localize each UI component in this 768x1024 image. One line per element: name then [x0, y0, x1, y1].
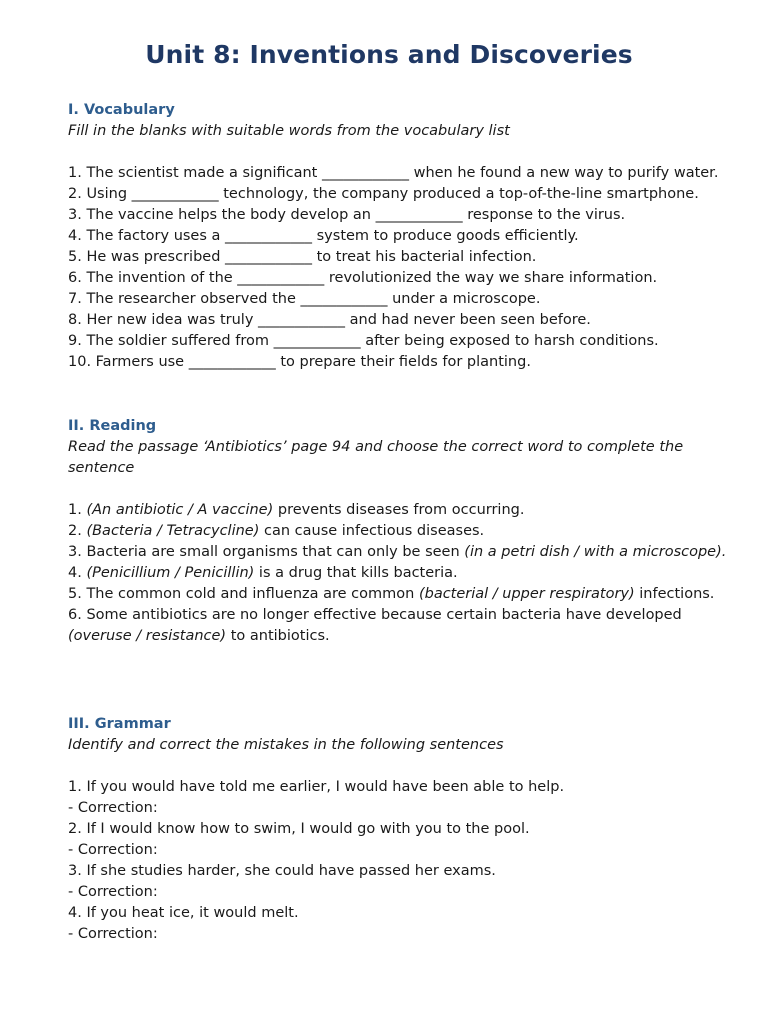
list-item: 5. The common cold and influenza are common (bacterial / upper respiratory) infections. — [68, 586, 715, 602]
list-item: 2. (Bacteria / Tetracycline) can cause infectious diseases. — [68, 523, 485, 539]
list-item: 10. Farmers use ____________ to prepare their fields for planting. — [68, 354, 531, 370]
list-item: 1. If you would have told me earlier, I would have been able to help. — [68, 779, 565, 795]
list-item: 4. (Penicillium / Penicillin) is a drug that kills bacteria. — [68, 565, 458, 581]
reading-section — [68, 416, 728, 647]
list-item: 4. The factory uses a ____________ system to produce goods efficiently. — [68, 228, 579, 244]
vocabulary-instruction: Fill in the blanks with suitable words from the vocabulary list — [68, 123, 510, 139]
reading-instruction: Read the passage ‘Antibiotics’ page 94 and choose the correct word to complete the sentence — [68, 439, 684, 476]
list-item: 3. The vaccine helps the body develop an ____________ response to the virus. — [68, 207, 626, 223]
correction-line: - Correction: — [68, 884, 158, 900]
list-item: 5. He was prescribed ____________ to treat his bacterial infection. — [68, 249, 537, 265]
list-item: 1. (An antibiotic / A vaccine) prevents diseases from occurring. — [68, 502, 525, 518]
grammar-list — [68, 777, 728, 945]
list-item: 6. Some antibiotics are no longer effective because certain bacteria have developed (overuse / resistance) to antibiotics. — [68, 607, 682, 644]
list-item: 8. Her new idea was truly ____________ and had never been seen before. — [68, 312, 591, 328]
reading-list — [68, 500, 728, 647]
grammar-heading: III. Grammar — [68, 716, 171, 732]
vocabulary-section — [68, 100, 728, 373]
list-item: 1. The scientist made a significant ____________ when he found a new way to purify water. — [68, 165, 719, 181]
reading-heading: II. Reading — [68, 418, 157, 434]
list-item: 3. Bacteria are small organisms that can only be seen (in a petri dish / with a microscope). — [68, 544, 727, 560]
vocabulary-list — [68, 163, 728, 373]
list-item: 9. The soldier suffered from ____________ after being exposed to harsh conditions. — [68, 333, 659, 349]
vocabulary-heading: I. Vocabulary — [68, 102, 175, 118]
grammar-section — [68, 714, 728, 945]
correction-line: - Correction: — [68, 926, 158, 942]
list-item: 2. Using ____________ technology, the company produced a top-of-the-line smartphone. — [68, 186, 699, 202]
list-item: 7. The researcher observed the ____________ under a microscope. — [68, 291, 541, 307]
list-item: 4. If you heat ice, it would melt. — [68, 905, 299, 921]
list-item: 3. If she studies harder, she could have passed her exams. — [68, 863, 496, 879]
correction-line: - Correction: — [68, 842, 158, 858]
correction-line: - Correction: — [68, 800, 158, 816]
list-item: 6. The invention of the ____________ revolutionized the way we share information. — [68, 270, 658, 286]
page-title: Unit 8: Inventions and Discoveries — [145, 40, 633, 69]
list-item: 2. If I would know how to swim, I would go with you to the pool. — [68, 821, 530, 837]
grammar-instruction: Identify and correct the mistakes in the following sentences — [68, 737, 504, 753]
